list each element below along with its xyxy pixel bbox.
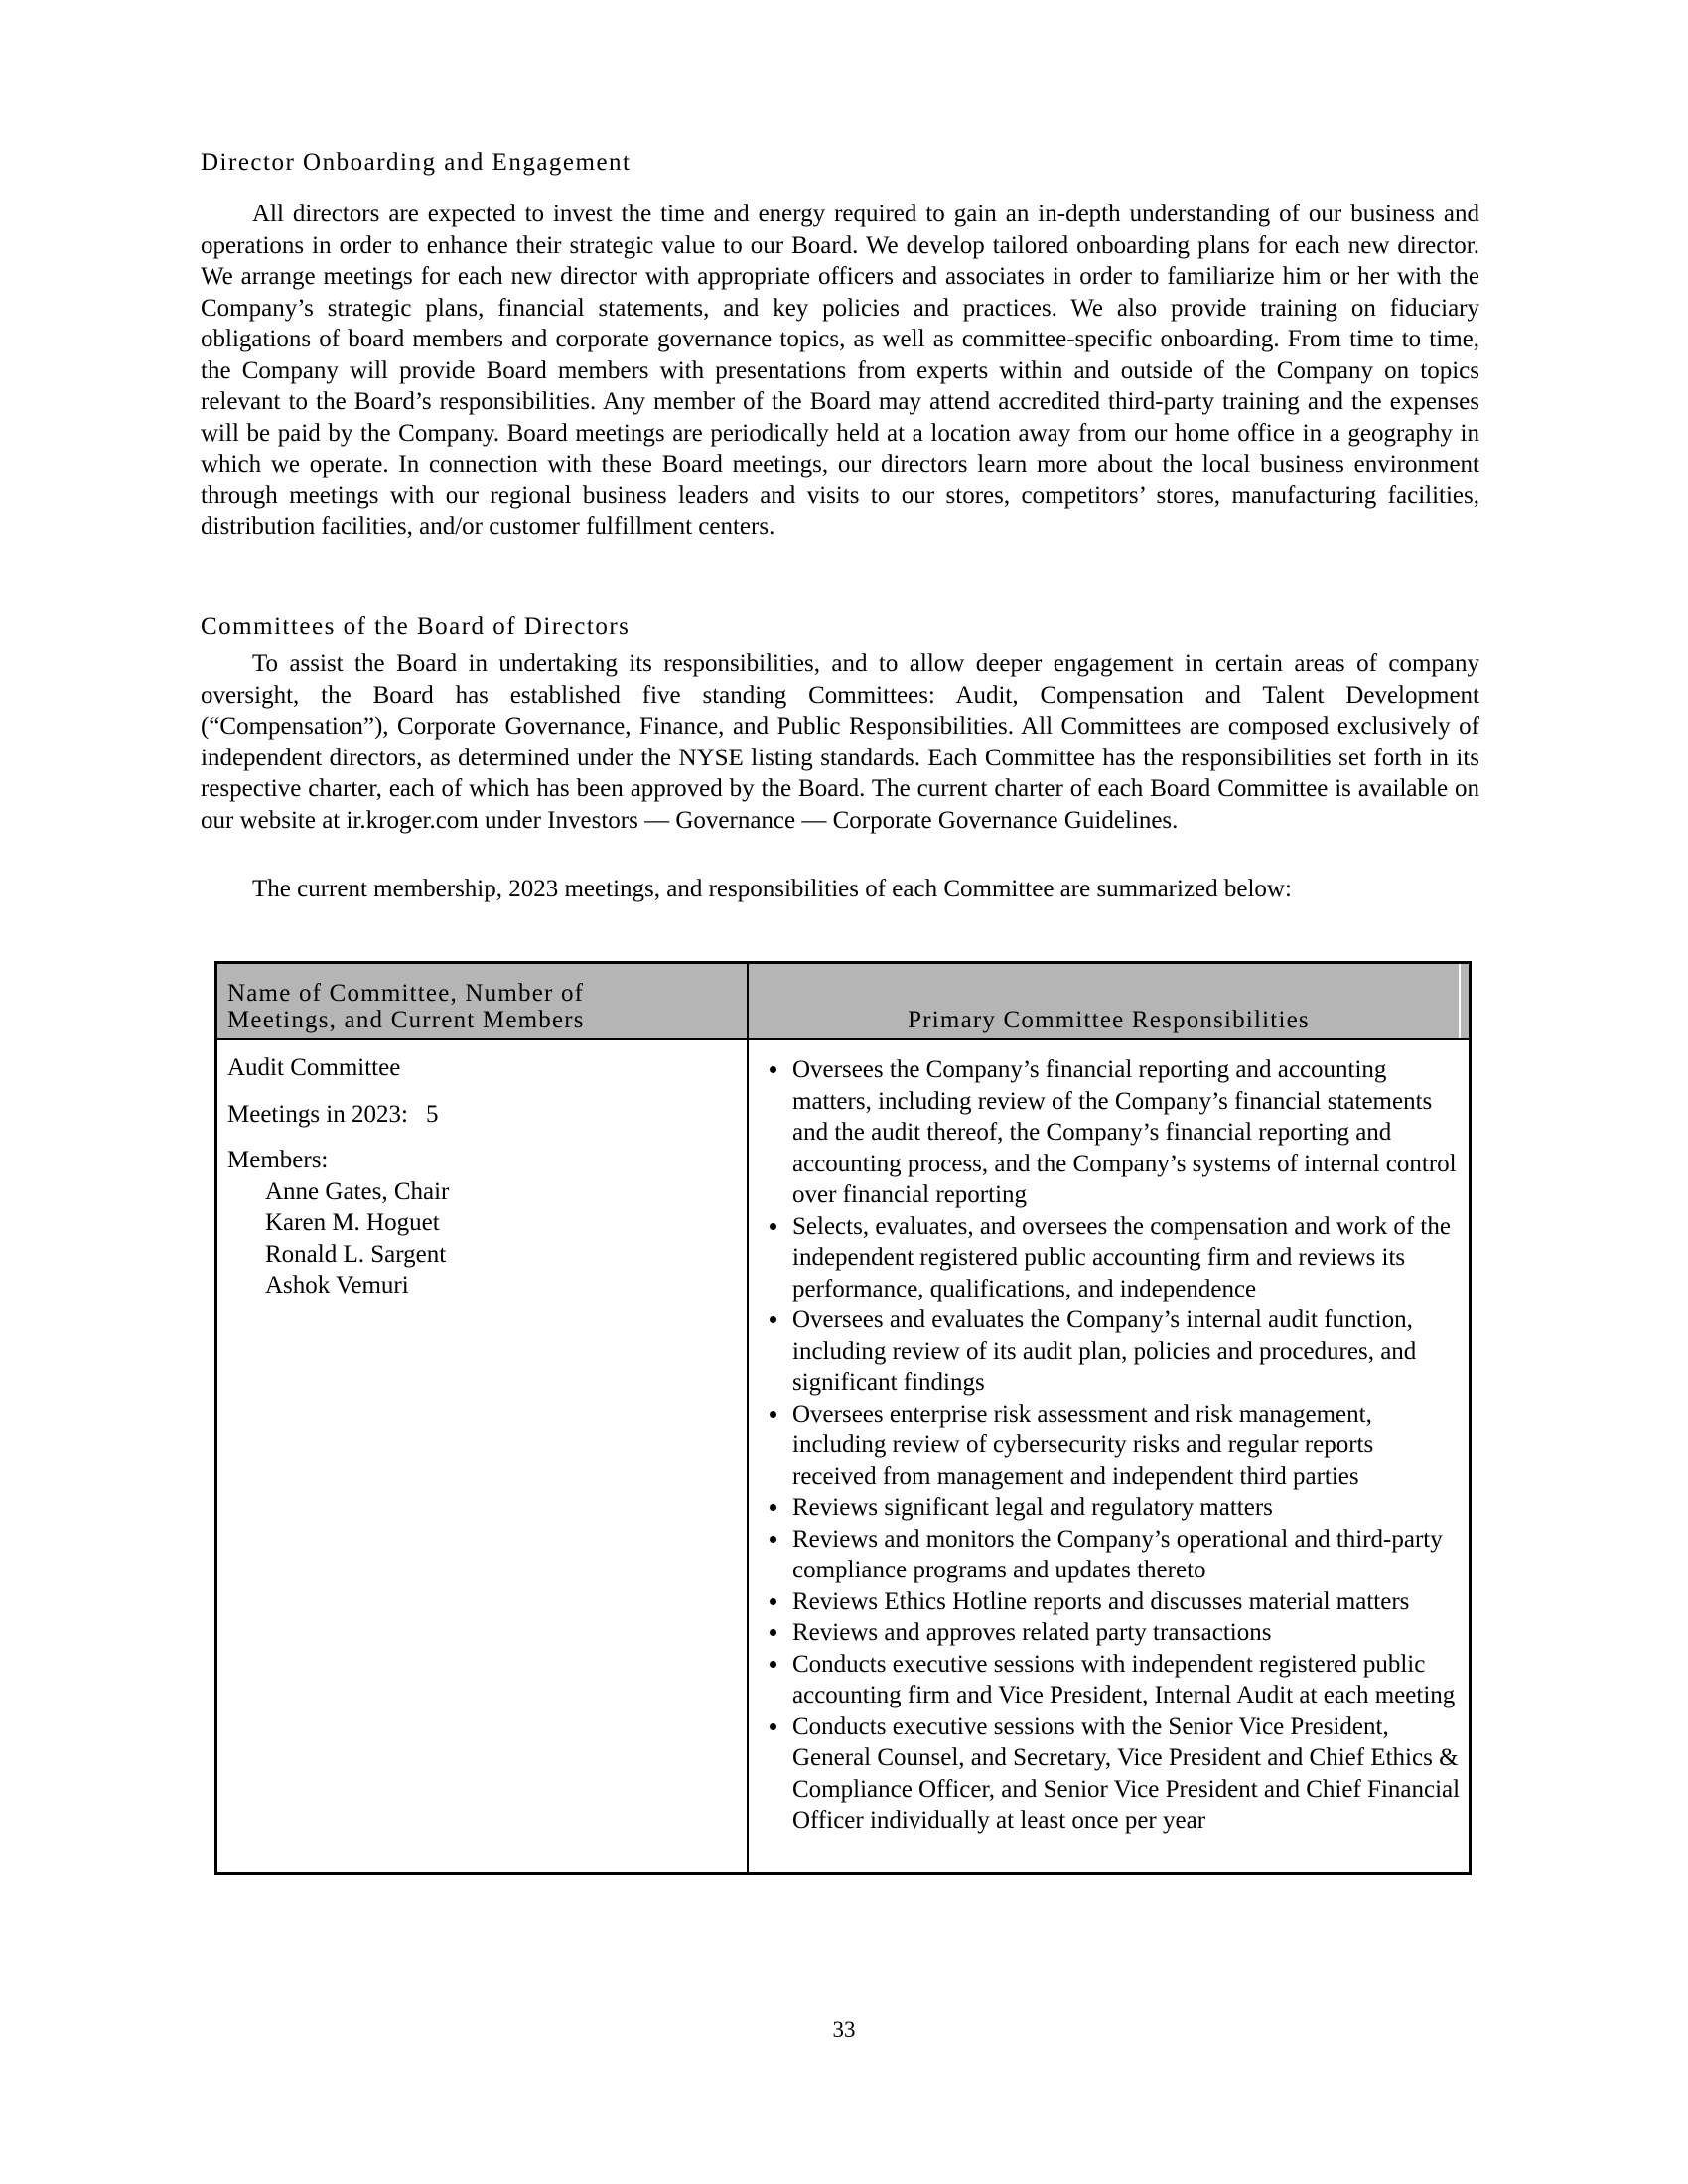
- meetings-line: [227, 1099, 737, 1131]
- table-header-committee-line1: Name of Committee, Number of: [227, 980, 585, 1007]
- page-number: 33: [832, 2017, 856, 2042]
- paragraph-membership-intro: The current membership, 2023 meetings, and responsibilities of each Committee are summarized below:: [252, 876, 1292, 902]
- member-name: Ashok Vemuri: [265, 1272, 409, 1298]
- committee-name: Audit Committee: [227, 1054, 401, 1081]
- committee-table-header-row: [217, 964, 1469, 1040]
- member-name: Karen M. Hoguet: [265, 1209, 440, 1236]
- responsibility-item: • Reviews and monitors the Company’s operational and third-party compliance programs and updates thereto: [790, 1524, 1461, 1586]
- section-heading-director-onboarding: Director Onboarding and Engagement: [201, 149, 632, 176]
- responsibility-item: • Reviews significant legal and regulatory matters: [790, 1492, 1461, 1524]
- meetings-label: Meetings in 2023:: [227, 1100, 408, 1128]
- table-header-committee-column: [217, 964, 749, 1038]
- responsibilities-list: [749, 1054, 1461, 1837]
- audit-committee-row: [217, 1040, 1469, 1872]
- table-header-committee-line2: Meetings, and Current Members: [227, 1007, 585, 1033]
- responsibility-item: • Reviews and approves related party transactions: [790, 1617, 1461, 1649]
- responsibility-item: • Oversees and evaluates the Company’s internal audit function, including review of its audit plan, policies and procedures, and significant findings: [790, 1304, 1461, 1399]
- member-name: Anne Gates, Chair: [265, 1177, 450, 1205]
- section-heading-committees: Committees of the Board of Directors: [201, 614, 631, 640]
- members-label: Members:: [227, 1147, 329, 1173]
- meetings-count: 5: [425, 1100, 439, 1128]
- paragraph-director-onboarding: All directors are expected to invest the time and energy required to gain an in-depth understanding of our business and operations in order to enhance their strategic value to our Board. We develop tailored onboarding plans for each new director. We arrange meetings for each new director with appropriate officers and associates in order to familiarize him or her with the Company’s strategic plans, financial statements, and key policies and practices. We also provide training on fiduciary obligations of board members and corporate governance topics, as well as committee-specific onboarding. From time to time, the Company will provide Board members with presentations from experts within and outside of the Company on topics relevant to the Board’s responsibilities. Any member of the Board may attend accredited third-party training and the expenses will be paid by the Company. Board meetings are periodically held at a location away from our home office in a geography in which we operate. In connection with these Board meetings, our directors learn more about the local business environment through meetings with our regional business leaders and visits to our stores, competitors’ stores, manufacturing facilities, distribution facilities, and/or customer fulfillment centers.: [201, 201, 1479, 540]
- responsibility-item: • Reviews Ethics Hotline reports and discusses material matters: [790, 1586, 1461, 1618]
- table-header-divider-line: [1459, 964, 1461, 1038]
- responsibility-item: • Conducts executive sessions with independent registered public accounting firm and Vice President, Internal Audit at each meeting: [790, 1649, 1461, 1711]
- audit-committee-responsibilities-cell: [749, 1040, 1469, 1872]
- responsibility-item: • Conducts executive sessions with the Senior Vice President, General Counsel, and Secretary, Vice President and Chief Ethics & Compliance Officer, and Senior Vice President and Chief Financial Officer individually at least once per year: [790, 1711, 1461, 1837]
- responsibility-item: • Selects, evaluates, and oversees the compensation and work of the independent registered public accounting firm and reviews its performance, qualifications, and independence: [790, 1211, 1461, 1305]
- paragraph-committees-overview: To assist the Board in undertaking its responsibilities, and to allow deeper engagement in certain areas of company oversight, the Board has established five standing Committees: Audit, Compensation and Talent Development (“Compensation”), Corporate Governance, Finance, and Public Responsibilities. All Committees are composed exclusively of independent directors, as determined under the NYSE listing standards. Each Committee has the responsibilities set forth in its respective charter, each of which has been approved by the Board. The current charter of each Board Committee is available on our website at ir.kroger.com under Investors — Governance — Corporate Governance Guidelines.: [201, 650, 1479, 834]
- responsibility-item: • Oversees the Company’s financial reporting and accounting matters, including review of the Company’s financial statements and the audit thereof, the Company’s financial reporting and accounting process, and the Company’s systems of internal control over financial reporting: [790, 1054, 1461, 1211]
- table-header-responsibilities-column: Primary Committee Responsibilities: [908, 1007, 1310, 1033]
- committee-table: [214, 961, 1472, 1875]
- audit-committee-info-cell: [217, 1040, 749, 1872]
- responsibility-item: • Oversees enterprise risk assessment and risk management, including review of cybersecurity risks and regular reports received from management and independent third parties: [790, 1399, 1461, 1493]
- member-name: Ronald L. Sargent: [265, 1240, 447, 1268]
